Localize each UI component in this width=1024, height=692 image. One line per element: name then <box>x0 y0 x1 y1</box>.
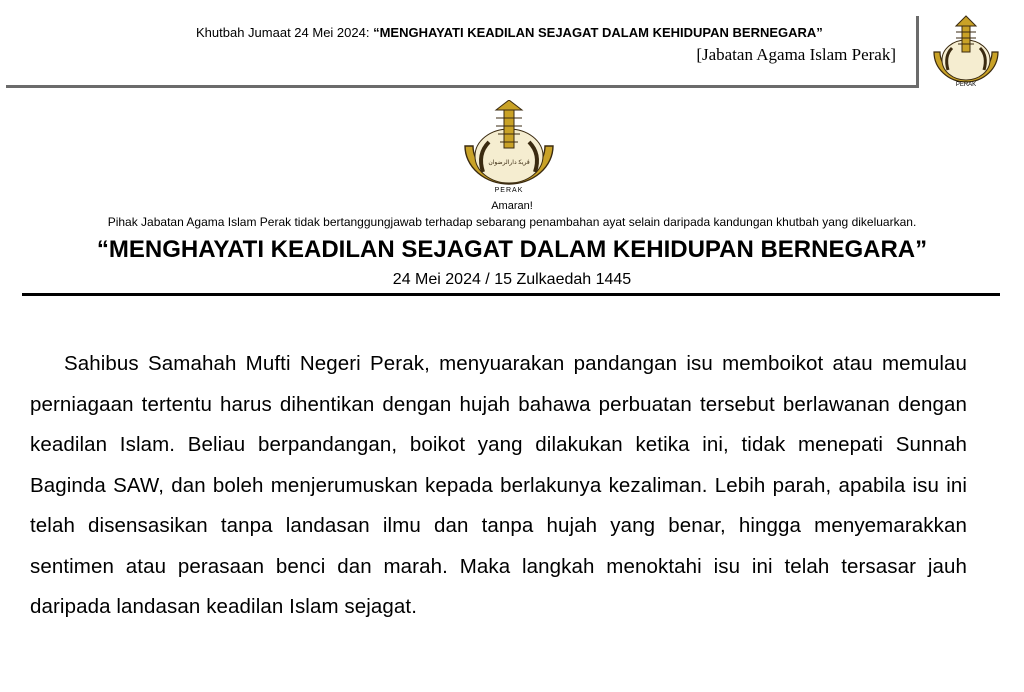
header-divider <box>6 85 916 88</box>
title-divider <box>22 293 1000 296</box>
perak-crest-icon <box>922 14 1010 88</box>
crest-large-label: PERAK <box>494 187 524 194</box>
sermon-date: 24 Mei 2024 / 15 Zulkaedah 1445 <box>392 271 632 288</box>
crest-script: ﭬﺮﻳﻜ ﺩﺍﺭﺍﻟﺮﺿﻮﺍﻥ <box>488 159 530 166</box>
perak-crest-large-icon <box>455 100 563 196</box>
header-prefix: Khutbah Jumaat 24 Mei 2024: <box>196 25 374 40</box>
sermon-paragraph: Sahibus Samahah Mufti Negeri Perak, menyuarakan pandangan isu memboikot atau memulau perniagaan tertentu harus dihentikan dengan hujah bahawa perbuatan tersebut berlawanan dengan keadilan Islam. Beliau berpandangan, boikot yang dilakukan ketika ini, tidak menepati Sunnah Baginda SAW, dan boleh menjerumuskan kepada berlakunya kezaliman. Lebih parah, apabila isu ini telah disensasikan tanpa landasan ilmu dan tanpa hujah yang benar, hingga menyemarakkan sentimen atau perasaan benci dan marah. Maka langkah menoktahi isu ini telah tersasar jauh daripada landasan keadilan Islam sejagat. <box>30 352 967 618</box>
header-department: [Jabatan Agama Islam Perak] <box>696 45 896 64</box>
header-line <box>196 25 823 40</box>
header-divider-vertical <box>916 16 919 88</box>
sermon-title: “MENGHAYATI KEADILAN SEJAGAT DALAM KEHIDUPAN BERNEGARA” <box>96 236 928 263</box>
warning-title: Amaran! <box>491 200 533 212</box>
warning-text: Pihak Jabatan Agama Islam Perak tidak bertanggungjawab terhadap sebarang penambahan ayat selain daripada kandungan khutbah yang dikeluarkan. <box>107 215 917 229</box>
crest-small-label: PERAK <box>955 82 977 88</box>
header-title: “MENGHAYATI KEADILAN SEJAGAT DALAM KEHIDUPAN BERNEGARA” <box>373 25 823 40</box>
